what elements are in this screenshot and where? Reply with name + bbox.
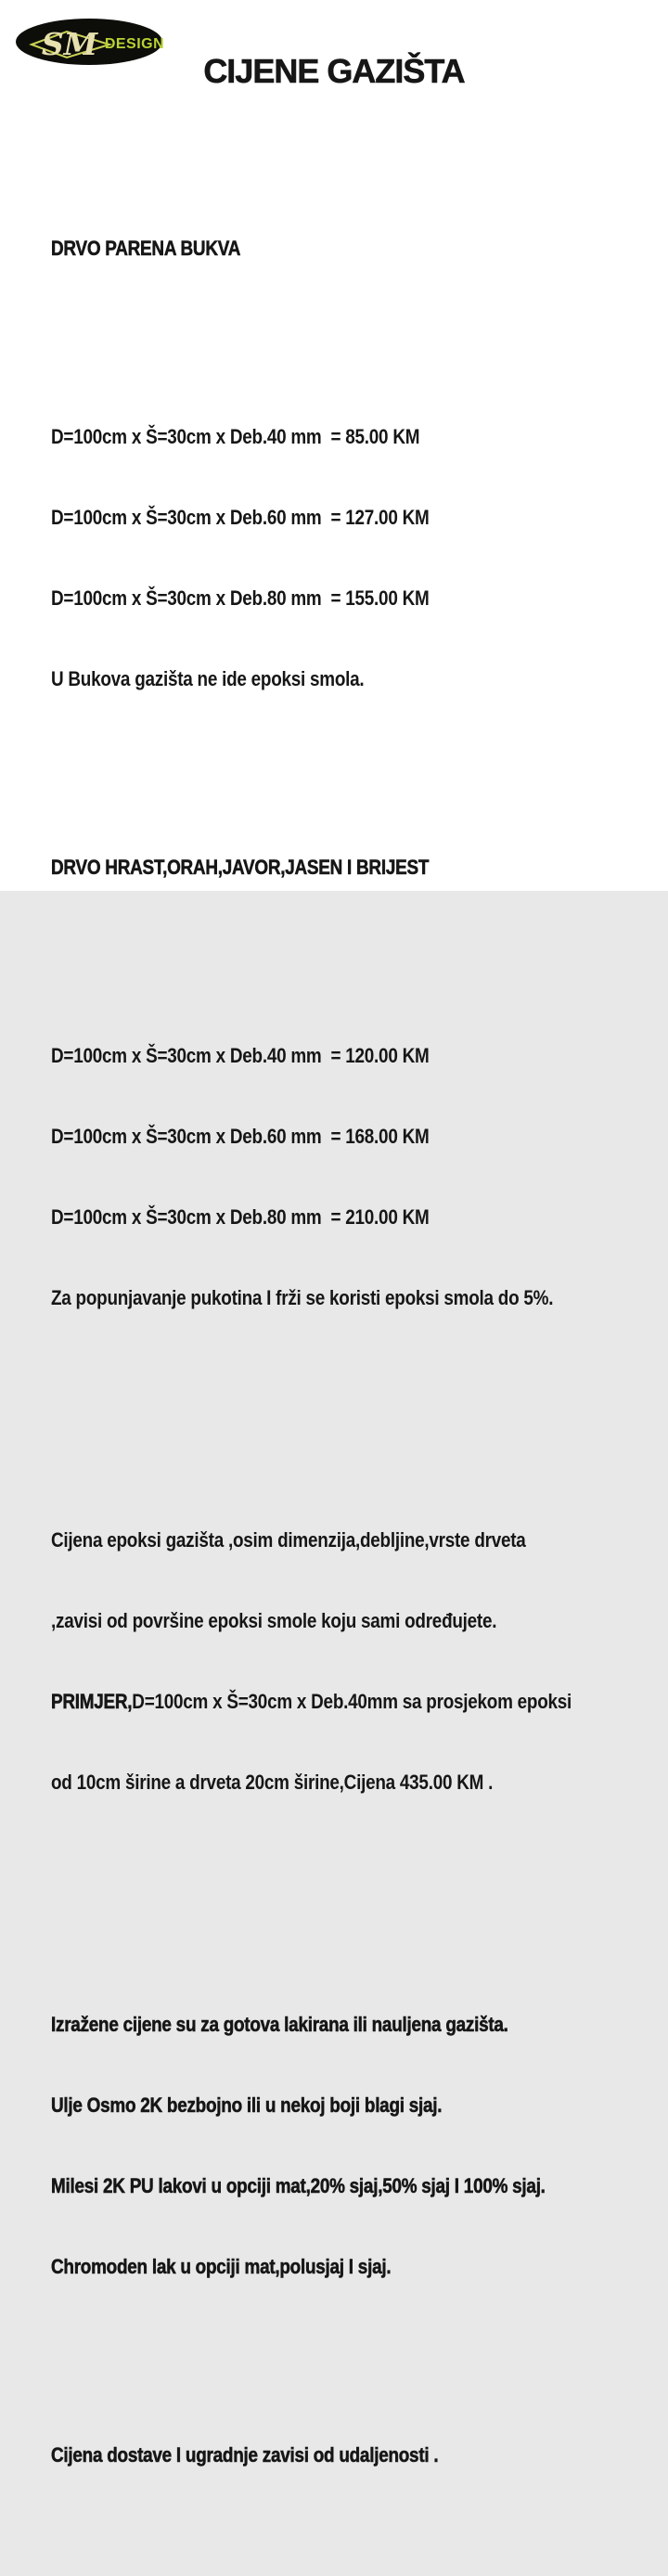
price-line: D=100cm x Š=30cm x Deb.40 mm = 85.00 KM <box>51 425 420 448</box>
text-line: Milesi 2K PU lakovi u opciji mat,20% sjaj,50% sjaj I 100% sjaj. <box>51 2174 546 2197</box>
note-line: U Bukova gazišta ne ide epoksi smola. <box>51 667 365 690</box>
primjer-label: PRIMJER, <box>51 1690 133 1713</box>
page-title: CIJENE GAZIŠTA <box>203 52 465 90</box>
logo-brand-text: DESIGN <box>104 36 165 52</box>
delivery-note: Cijena dostave I ugradnje zavisi od udaljenosti . <box>51 2443 439 2467</box>
price-line: D=100cm x Š=30cm x Deb.80 mm = 210.00 KM <box>51 1205 430 1229</box>
text-line: Ulje Osmo 2K bezbojno ili u nekoj boji blagi sjaj. <box>51 2093 443 2117</box>
text-line: Cijena epoksi gazišta ,osim dimenzija,debljine,vrste drveta <box>51 1528 526 1552</box>
text-line: Izražene cijene su za gotova lakirana ili nauljena gazišta. <box>51 2013 508 2036</box>
price-line: D=100cm x Š=30cm x Deb.80 mm = 155.00 KM <box>51 586 430 610</box>
price-line: D=100cm x Š=30cm x Deb.60 mm = 127.00 KM <box>51 506 430 529</box>
note-line: Za popunjavanje pukotina I frži se koristi epoksi smola do 5%. <box>51 1286 554 1309</box>
text-line: Chromoden lak u opciji mat,polusjaj I sjaj. <box>51 2255 392 2278</box>
text-line: od 10cm širine a drveta 20cm širine,Cijena 435.00 KM . <box>51 1771 494 1794</box>
text-line: ,zavisi od površine epoksi smole koju sami određujete. <box>51 1609 497 1632</box>
price-line: D=100cm x Š=30cm x Deb.40 mm = 120.00 KM <box>51 1044 430 1067</box>
logo-monogram: SM <box>41 26 98 62</box>
epoxy-info-paragraph <box>51 1473 625 1849</box>
finish-info-paragraph <box>51 1957 625 2334</box>
price-line: D=100cm x Š=30cm x Deb.60 mm = 168.00 KM <box>51 1125 430 1148</box>
primjer-rest: D=100cm x Š=30cm x Deb.40mm sa prosjekom epoksi <box>132 1690 572 1713</box>
section-heading-hrast: DRVO HRAST,ORAH,JAVOR,JASEN I BRIJEST <box>51 856 430 879</box>
document-body <box>51 154 625 2576</box>
text-line <box>51 1688 625 1715</box>
section-heading-bukva: DRVO PARENA BUKVA <box>51 237 241 260</box>
price-list-bukva <box>51 369 625 746</box>
price-list-hrast <box>51 988 625 1365</box>
